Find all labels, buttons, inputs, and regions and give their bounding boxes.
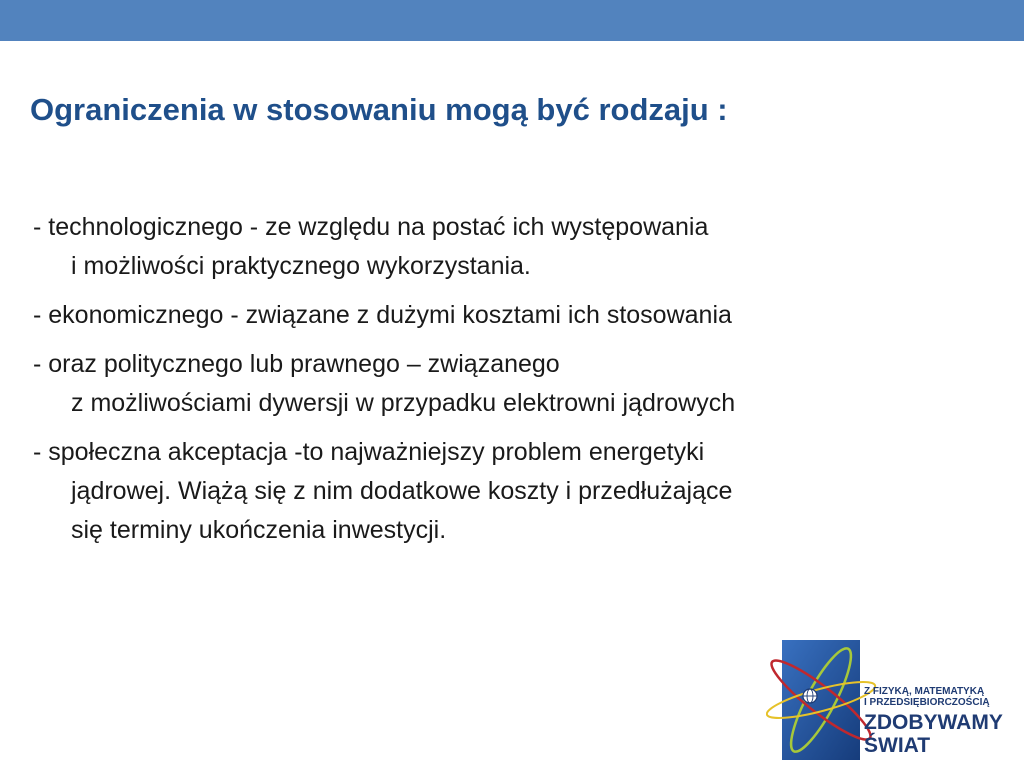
bullet-line: - oraz politycznego lub prawnego – związanego — [33, 350, 560, 378]
logo-panel-shade — [782, 640, 860, 760]
bullet-item — [33, 345, 1008, 423]
bullet-line: i możliwości praktycznego wykorzystania. — [71, 252, 531, 280]
top-banner — [0, 0, 1024, 41]
bullet-line: się terminy ukończenia inwestycji. — [71, 516, 447, 544]
bullet-item — [33, 433, 1008, 550]
bullet-line: z możliwościami dywersji w przypadku elektrowni jądrowych — [71, 389, 736, 417]
bullet-line: - ekonomicznego - związane z dużymi kosztami ich stosowania — [33, 301, 732, 329]
bullet-item — [33, 208, 1008, 286]
bullet-line: - społeczna akceptacja -to najważniejszy problem energetyki — [33, 438, 705, 466]
bullet-line: jądrowej. Wiążą się z nim dodatkowe koszty i przedłużające — [71, 477, 733, 505]
logo-name-line1: ZDOBYWAMY — [864, 711, 1003, 734]
logo-tagline — [864, 686, 990, 708]
logo-tagline-line1: Z FIZYKĄ, MATEMATYKĄ — [864, 686, 985, 697]
bullet-list — [33, 208, 1008, 560]
logo-tagline-line2: I PRZEDSIĘBIORCZOŚCIĄ — [864, 697, 990, 708]
slide-title: Ograniczenia w stosowaniu mogą być rodzaju : — [30, 92, 728, 127]
project-logo — [766, 622, 1024, 768]
logo-name — [864, 711, 1003, 757]
logo-name-line2: ŚWIAT — [864, 734, 931, 757]
bullet-item — [33, 296, 1008, 335]
bullet-line: - technologicznego - ze względu na postać ich występowania — [33, 213, 709, 241]
